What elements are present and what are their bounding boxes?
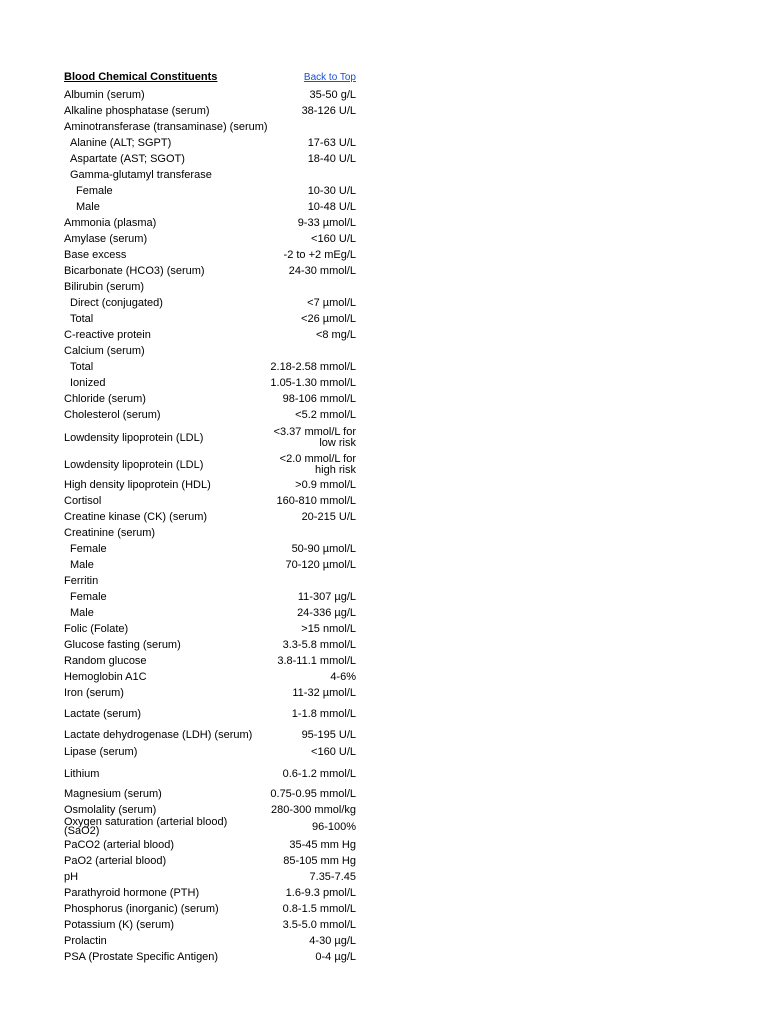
- row-label: Random glucose: [64, 655, 147, 667]
- row-label: PaCO2 (arterial blood): [64, 839, 175, 851]
- row-label: Lithium: [64, 768, 100, 780]
- row-value: 0.8-1.5 mmol/L: [282, 903, 356, 915]
- row-label: Total: [70, 313, 94, 325]
- table-row: [64, 119, 356, 135]
- row-label: Chloride (serum): [64, 393, 146, 405]
- table-row: [64, 802, 356, 815]
- table-row: [64, 295, 356, 311]
- row-value: 1-1.8 mmol/L: [291, 707, 356, 720]
- row-label: Male: [70, 607, 94, 619]
- table-row: [64, 669, 356, 685]
- table-row: [64, 724, 356, 744]
- row-label: Male: [70, 559, 94, 571]
- row-label: Female: [70, 591, 107, 603]
- row-value: 17-63 U/L: [307, 137, 356, 149]
- table-row: [64, 744, 356, 760]
- row-label: pH: [64, 871, 79, 883]
- row-value: 4-30 µg/L: [309, 935, 356, 947]
- row-label: Female: [70, 543, 107, 555]
- row-label: Glucose fasting (serum): [64, 639, 181, 651]
- table-row: [64, 87, 356, 103]
- row-value: 0-4 µg/L: [315, 951, 356, 963]
- row-label: Base excess: [64, 249, 127, 261]
- row-label: Calcium (serum): [64, 345, 145, 357]
- table-row: [64, 525, 356, 541]
- row-value: 280-300 mmol/kg: [271, 804, 356, 816]
- row-label: Ammonia (plasma): [64, 217, 157, 229]
- row-label: Lowdensity lipoprotein (LDL): [64, 431, 204, 444]
- row-value: 0.75-0.95 mmol/L: [270, 788, 356, 800]
- row-value: 96-100%: [311, 821, 356, 833]
- back-to-top-link[interactable]: Back to Top: [303, 72, 356, 83]
- table-row: [64, 311, 356, 327]
- row-label: PSA (Prostate Specific Antigen): [64, 951, 219, 963]
- table-row: [64, 263, 356, 279]
- table-row: [64, 933, 356, 949]
- table-rows: [64, 87, 356, 965]
- table-row: [64, 327, 356, 343]
- row-label: Oxygen saturation (arterial blood) (SaO2): [64, 816, 228, 837]
- row-value: <5.2 mmol/L: [295, 409, 356, 421]
- table-row: [64, 215, 356, 231]
- row-label: High density lipoprotein (HDL): [64, 479, 211, 491]
- table-row: [64, 183, 356, 199]
- row-label: Alkaline phosphatase (serum): [64, 105, 210, 117]
- row-value: 3.5-5.0 mmol/L: [282, 919, 356, 931]
- row-label: Magnesium (serum): [64, 788, 162, 800]
- table-row: [64, 423, 356, 450]
- row-label: Bilirubin (serum): [64, 281, 145, 293]
- table-row: [64, 103, 356, 119]
- row-value: 95-195 U/L: [301, 729, 356, 741]
- row-label: Lactate dehydrogenase (LDH) (serum): [64, 729, 253, 741]
- row-value: 11-32 µmol/L: [292, 687, 356, 699]
- table-row: [64, 509, 356, 525]
- row-value: 11-307 µg/L: [297, 591, 356, 603]
- row-value: 10-30 U/L: [307, 185, 356, 197]
- row-value: 3.8-11.1 mmol/L: [277, 655, 356, 667]
- row-label: Albumin (serum): [64, 89, 145, 101]
- row-label: Male: [76, 201, 100, 213]
- table-row: [64, 837, 356, 853]
- table-row: [64, 343, 356, 359]
- table-row: [64, 450, 356, 477]
- row-label: Hemoglobin A1C: [64, 671, 147, 683]
- row-value: <7 µmol/L: [307, 297, 356, 309]
- row-value: 3.3-5.8 mmol/L: [282, 639, 356, 651]
- table-row: [64, 815, 356, 837]
- row-label: Potassium (K) (serum): [64, 919, 175, 931]
- row-value: 24-336 µg/L: [297, 607, 356, 619]
- row-label: Alanine (ALT; SGPT): [70, 137, 172, 149]
- row-value: 10-48 U/L: [307, 201, 356, 213]
- row-value: 0.6-1.2 mmol/L: [282, 768, 356, 780]
- row-label: PaO2 (arterial blood): [64, 855, 167, 867]
- row-value: <160 U/L: [311, 746, 356, 758]
- table-row: [64, 701, 356, 724]
- row-value: 1.05-1.30 mmol/L: [270, 377, 356, 389]
- table-row: [64, 869, 356, 885]
- row-label: Cortisol: [64, 495, 102, 507]
- table-row: [64, 375, 356, 391]
- row-label: Iron (serum): [64, 687, 124, 699]
- row-value: 9-33 µmol/L: [297, 217, 356, 229]
- row-label: Prolactin: [64, 935, 107, 947]
- table-row: [64, 359, 356, 375]
- row-value: 2.18-2.58 mmol/L: [270, 361, 356, 373]
- row-label: Direct (conjugated): [70, 297, 163, 309]
- row-label: Folic (Folate): [64, 623, 129, 635]
- row-label: C-reactive protein: [64, 329, 151, 341]
- row-label: Lactate (serum): [64, 707, 142, 720]
- section-header: [64, 71, 356, 87]
- table-row: [64, 589, 356, 605]
- row-value: 85-105 mm Hg: [283, 855, 356, 867]
- row-value: 18-40 U/L: [307, 153, 356, 165]
- table-row: [64, 151, 356, 167]
- reference-sheet: [64, 71, 356, 965]
- row-label: Lowdensity lipoprotein (LDL): [64, 458, 204, 471]
- table-row: [64, 685, 356, 701]
- table-row: [64, 853, 356, 869]
- table-row: [64, 407, 356, 423]
- row-value: 98-106 mmol/L: [282, 393, 356, 405]
- table-row: [64, 199, 356, 215]
- row-label: Amylase (serum): [64, 233, 148, 245]
- table-row: [64, 135, 356, 151]
- row-label: Bicarbonate (HCO3) (serum): [64, 265, 205, 277]
- table-row: [64, 247, 356, 263]
- table-row: [64, 637, 356, 653]
- table-row: [64, 605, 356, 621]
- table-row: [64, 573, 356, 589]
- row-value: 7.35-7.45: [309, 871, 356, 883]
- table-row: [64, 557, 356, 573]
- table-row: [64, 167, 356, 183]
- row-label: Aminotransferase (transaminase) (serum): [64, 121, 268, 133]
- row-label: Aspartate (AST; SGOT): [70, 153, 185, 165]
- table-row: [64, 949, 356, 965]
- row-value: 70-120 µmol/L: [285, 559, 356, 571]
- row-value: -2 to +2 mEg/L: [283, 249, 356, 261]
- row-label: Osmolality (serum): [64, 804, 157, 816]
- table-row: [64, 885, 356, 901]
- row-label: Female: [76, 185, 113, 197]
- row-value: 35-50 g/L: [309, 89, 356, 101]
- row-value: >15 nmol/L: [301, 623, 356, 635]
- row-value: 1.6-9.3 pmol/L: [285, 887, 356, 899]
- row-value: 160-810 mmol/L: [276, 495, 356, 507]
- table-row: [64, 493, 356, 509]
- row-label: Parathyroid hormone (PTH): [64, 887, 200, 899]
- row-label: Phosphorus (inorganic) (serum): [64, 903, 219, 915]
- table-row: [64, 760, 356, 786]
- row-label: Creatine kinase (CK) (serum): [64, 511, 208, 523]
- row-label: Lipase (serum): [64, 746, 138, 758]
- table-row: [64, 653, 356, 669]
- table-row: [64, 231, 356, 247]
- row-value: 38-126 U/L: [301, 105, 356, 117]
- row-label: Cholesterol (serum): [64, 409, 161, 421]
- row-value: 20-215 U/L: [301, 511, 356, 523]
- table-row: [64, 391, 356, 407]
- row-value: 35-45 mm Hg: [289, 839, 356, 851]
- row-value: <26 µmol/L: [301, 313, 356, 325]
- table-row: [64, 786, 356, 802]
- row-value: 24-30 mmol/L: [288, 265, 356, 277]
- row-label: Ferritin: [64, 575, 99, 587]
- row-value: <2.0 mmol/L for high risk: [279, 452, 356, 476]
- row-value: 50-90 µmol/L: [291, 543, 356, 555]
- row-value: <3.37 mmol/L for low risk: [273, 425, 356, 449]
- row-label: Ionized: [70, 377, 106, 389]
- row-value: <160 U/L: [311, 233, 356, 245]
- row-value: <8 mg/L: [315, 329, 356, 341]
- table-row: [64, 541, 356, 557]
- row-label: Gamma-glutamyl transferase: [70, 169, 212, 181]
- row-value: 4-6%: [330, 671, 356, 683]
- row-label: Creatinine (serum): [64, 527, 156, 539]
- row-label: Total: [70, 361, 94, 373]
- table-row: [64, 901, 356, 917]
- row-value: >0.9 mmol/L: [295, 479, 356, 491]
- table-row: [64, 477, 356, 493]
- table-row: [64, 917, 356, 933]
- section-title: Blood Chemical Constituents: [64, 71, 218, 83]
- table-row: [64, 279, 356, 295]
- table-row: [64, 621, 356, 637]
